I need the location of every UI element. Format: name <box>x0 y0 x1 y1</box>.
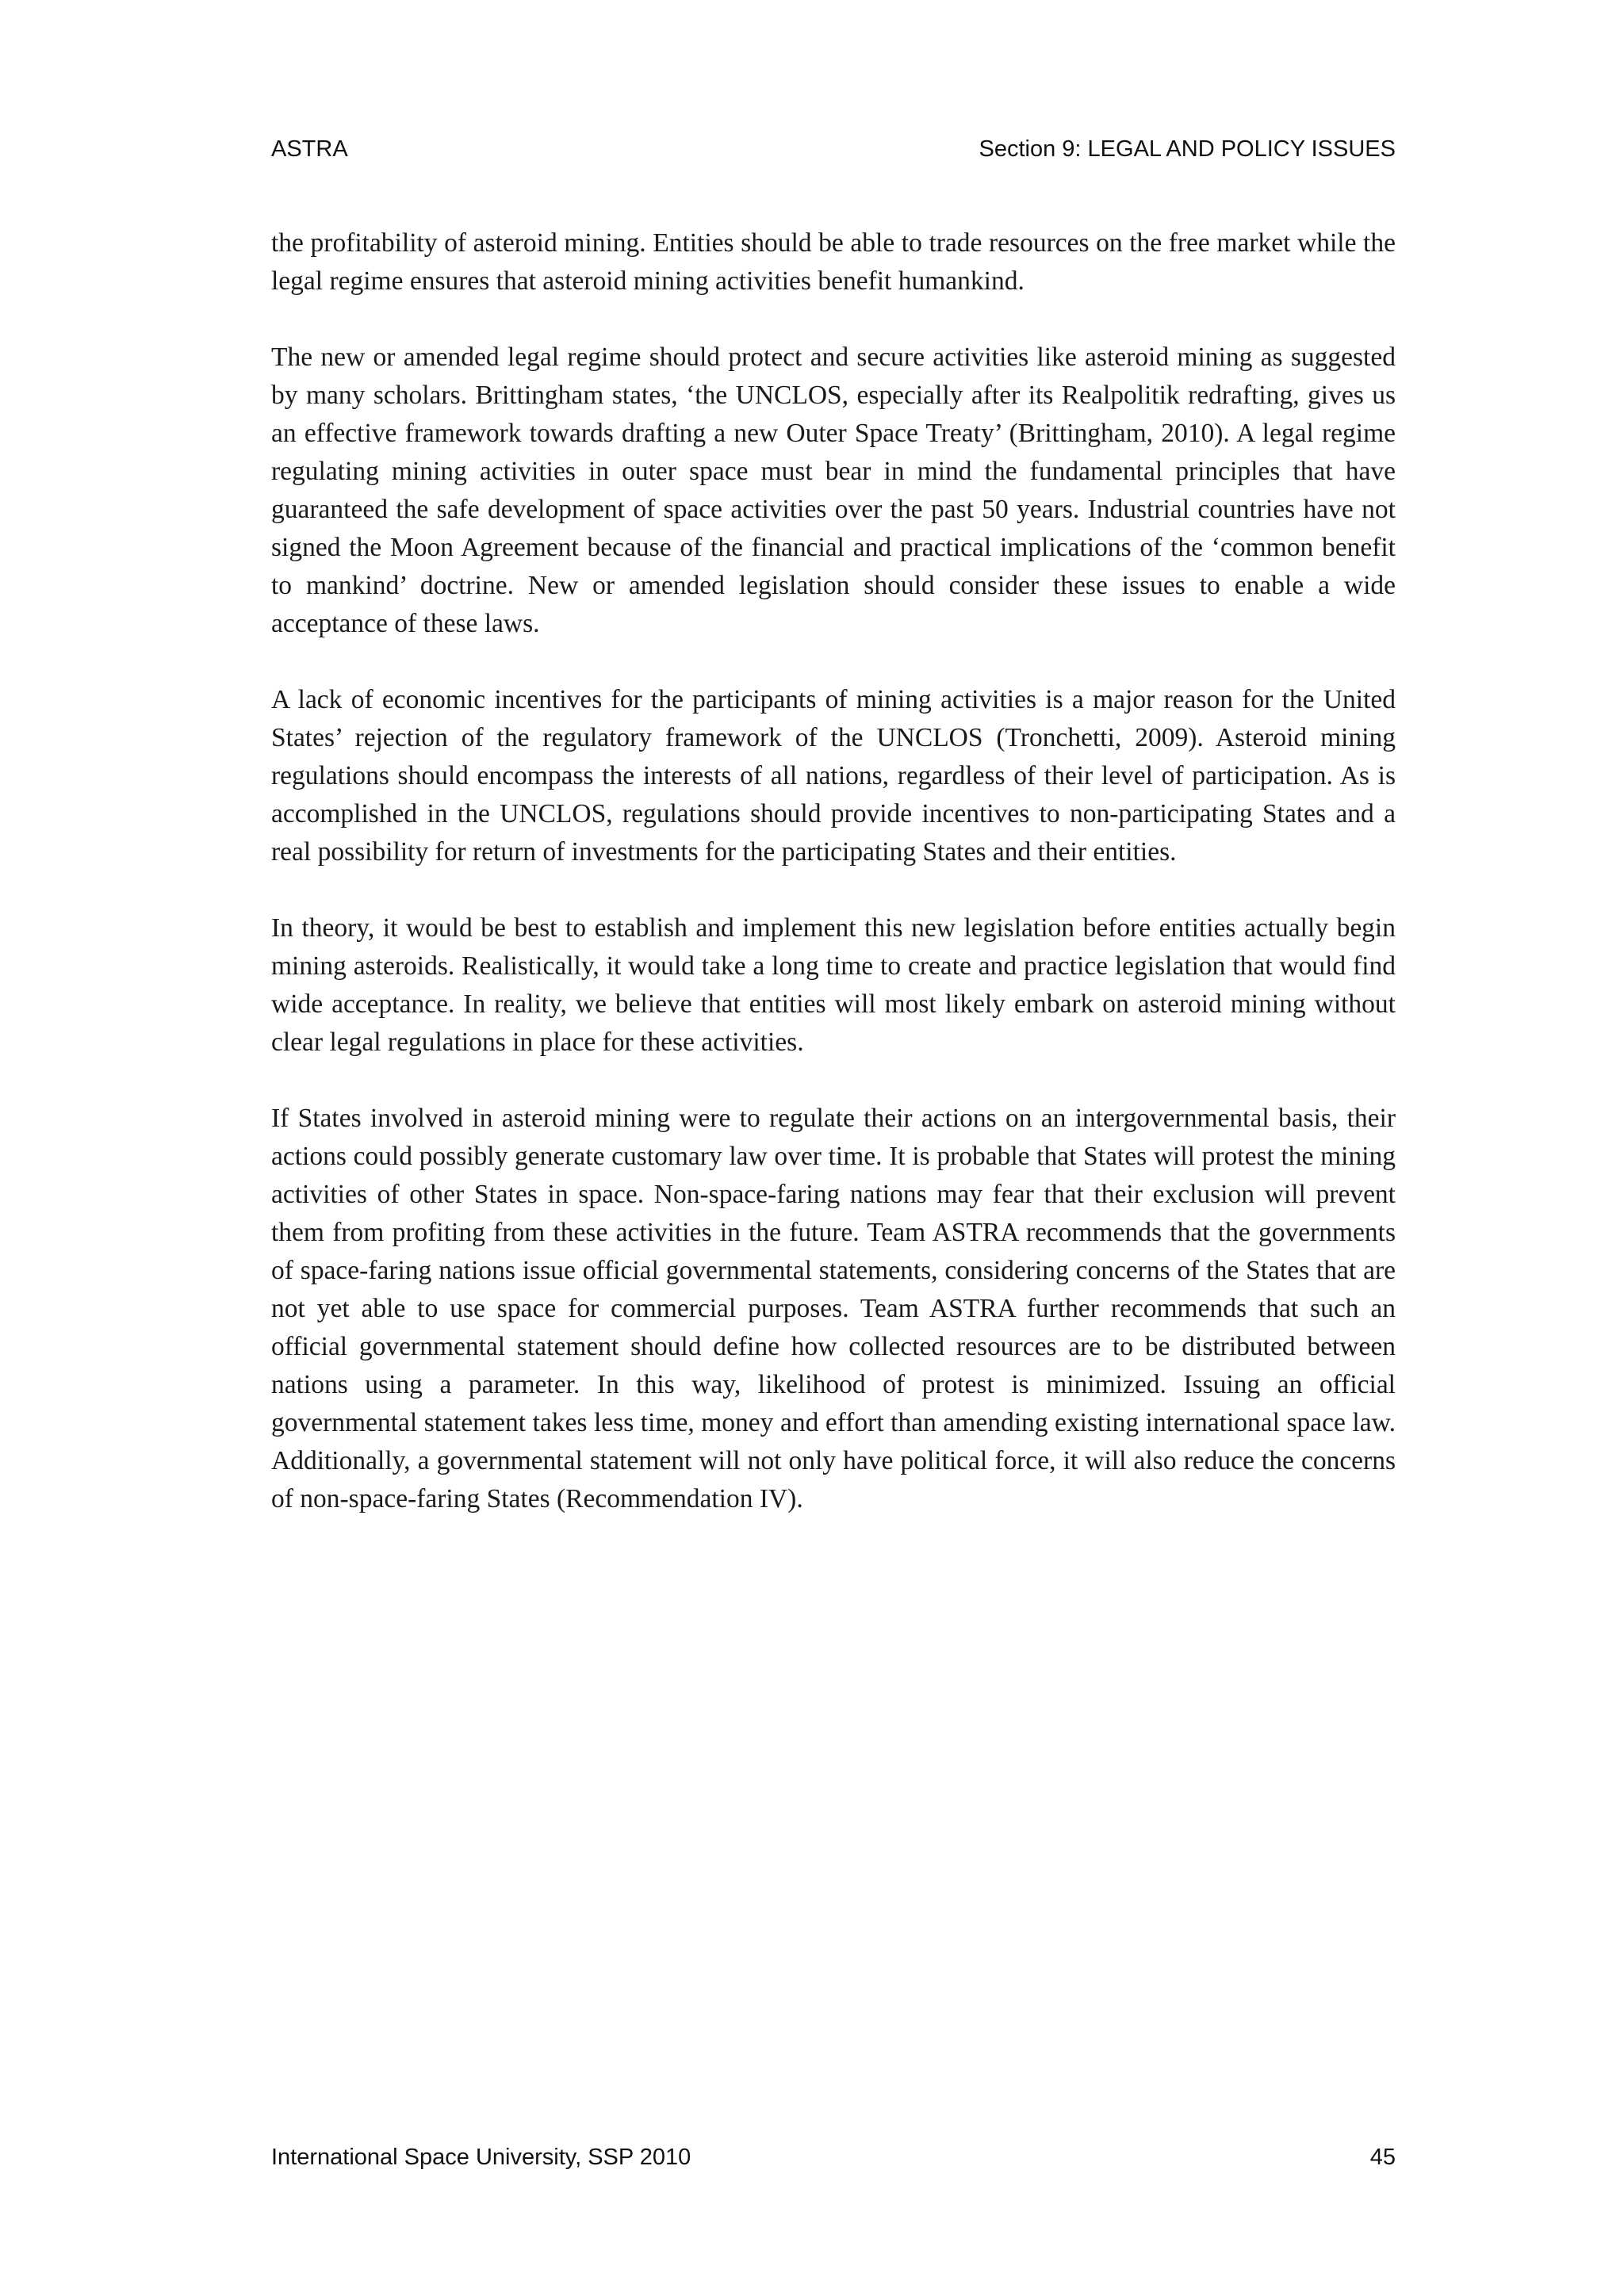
paragraph-legal-regime: The new or amended legal regime should protect and secure activities like asteroid mining as suggested by many scholars. Brittingham states, ‘the UNCLOS, especially after its Realpolitik redrafting, gives us an effective framework towards drafting a new Outer Space Treaty’ (Brittingham, 2010). A legal regime regulating mining activities in outer space must bear in mind the fundamental principles that have guaranteed the safe development of space activities over the past 50 years. Industrial countries have not signed the Moon Agreement because of the financial and practical implications of the ‘common benefit to mankind’ doctrine. New or amended legislation should consider these issues to enable a wide acceptance of these laws. <box>271 342 1396 638</box>
running-footer <box>271 2143 1396 2172</box>
paragraph-profitability: the profitability of asteroid mining. Entities should be able to trade resources on the free market while the legal regime ensures that asteroid mining activities benefit humankind. <box>271 228 1396 296</box>
paragraph-states-regulation: If States involved in asteroid mining were to regulate their actions on an intergovernmental basis, their actions could possibly generate customary law over time. It is probable that States will protest the mining activities of other States in space. Non-space-faring nations may fear that their exclusion will prevent them from profiting from these activities in the future. Team ASTRA recommends that the governments of space-faring nations issue official governmental statements, considering concerns of the States that are not yet able to use space for commercial purposes. Team ASTRA further recommends that such an official governmental statement should define how collected resources are to be distributed between nations using a parameter. In this way, likelihood of protest is minimized. Issuing an official governmental statement takes less time, money and effort than amending existing international space law. Additionally, a governmental statement will not only have political force, it will also reduce the concerns of non-space-faring States (Recommendation IV). <box>271 1104 1396 1513</box>
header-section-title: Section 9: LEGAL AND POLICY ISSUES <box>979 136 1396 162</box>
header-report-title: ASTRA <box>271 136 348 162</box>
running-header <box>271 135 1396 163</box>
paragraph-economic-incentives: A lack of economic incentives for the participants of mining activities is a major reason for the United States’ rejection of the regulatory framework of the UNCLOS (Tronchetti, 2009). Asteroid mining regulations should encompass the interests of all nations, regardless of their level of participation. As is accomplished in the UNCLOS, regulations should provide incentives to non-participating States and a real possibility for return of investments for the participating States and their entities. <box>271 685 1396 867</box>
body-text <box>271 224 1396 1518</box>
paragraph-in-theory: In theory, it would be best to establish and implement this new legislation before entities actually begin mining asteroids. Realistically, it would take a long time to create and practice legislation that would find wide acceptance. In reality, we believe that entities will most likely embark on asteroid mining without clear legal regulations in place for these activities. <box>271 913 1396 1057</box>
page-number: 45 <box>1369 2145 1396 2170</box>
footer-institution: International Space University, SSP 2010 <box>271 2145 691 2170</box>
